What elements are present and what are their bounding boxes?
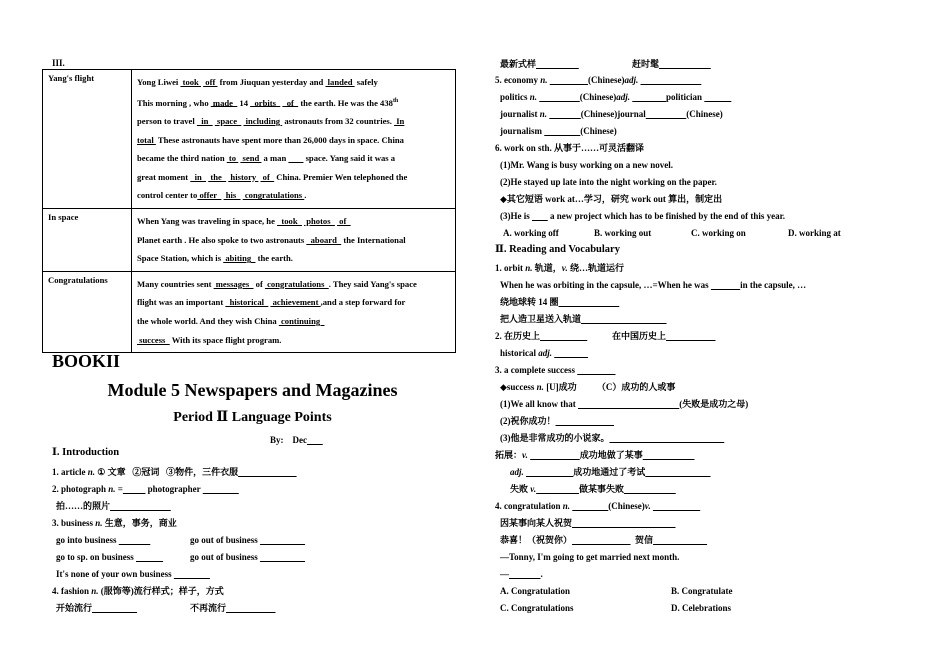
text-line: 最新式样 xyxy=(500,59,537,69)
text-line: 恭喜！（祝贺你） 贺信 xyxy=(500,535,654,545)
text-line: (2)祝你成功！ xyxy=(500,416,556,426)
yang-flight-table xyxy=(42,69,456,353)
row-line: control center to offer his congratulations . xyxy=(137,190,307,201)
text-line: 不再流行 xyxy=(190,603,227,613)
row-line: became the third nation to send a man space. Yang said it was a xyxy=(137,153,396,164)
text-line: B. Congratulate xyxy=(671,586,733,596)
text-line: Ⅱ. Reading and Vocabulary xyxy=(495,244,620,255)
text-line: 6. work on sth. 从事于……可灵活翻译 xyxy=(495,143,645,153)
text-line: go out of business xyxy=(190,535,261,545)
text-line: 拍……的照片 xyxy=(56,501,111,511)
row-line: This morning , who made 14 orbits of the earth. He was the 438th xyxy=(137,97,399,108)
module-title: Module 5 Newspapers and Magazines xyxy=(107,380,398,400)
text-line: politics n. (Chinese)adj. politician xyxy=(500,92,705,102)
text-line: 2. 在历史上 xyxy=(495,331,541,341)
row-heading: In space xyxy=(43,209,132,272)
table-row xyxy=(43,209,456,272)
period-title: Period Ⅱ Language Points xyxy=(173,410,332,425)
text-line: It's none of your own business xyxy=(56,569,174,579)
text-line: B. working out xyxy=(594,228,652,238)
row-line: great moment in the history of China. Premier Wen telephoned the xyxy=(137,171,408,182)
row-line: When Yang was traveling in space, he took photos of xyxy=(137,216,351,227)
book-title: BOOKII xyxy=(52,351,121,371)
row-line: person to travel in space including astronauts from 32 countries. In xyxy=(137,116,405,127)
row-heading: Congratulations xyxy=(43,271,132,352)
text-line: (1)We all know that (失败是成功之母) xyxy=(500,399,749,409)
row-line: the whole world. And they wish China continuing xyxy=(137,315,325,326)
row-line: Yong Liwei took off from Jiuquan yesterday and landed safely xyxy=(137,77,378,87)
text-line: A. working off xyxy=(503,228,559,238)
row-text xyxy=(132,271,456,352)
text-line: 4. fashion n. (服饰等)流行样式；样子，方式 xyxy=(52,586,224,596)
text-line: 绕地球转 14 圈 xyxy=(500,297,559,307)
section-label: III. xyxy=(52,58,65,68)
text-line: Ⅰ. Introduction xyxy=(52,447,120,458)
row-line: Planet earth . He also spoke to two astronauts aboard the International xyxy=(137,234,406,245)
text-line: 4. congratulation n. (Chinese)v. xyxy=(495,501,651,511)
text-line: ◆success n. [U]成功 （C）成功的人或事 xyxy=(500,382,676,392)
row-line: flight was an important historical achievement ,and a step forward for xyxy=(137,297,406,308)
text-line: 因某事向某人祝贺 xyxy=(500,518,573,528)
text-line: A. Congratulation xyxy=(500,586,571,596)
text-line: 把人造卫星送入轨道 xyxy=(500,314,582,324)
row-heading: Yang's flight xyxy=(43,70,132,209)
text-line: 开始流行 xyxy=(56,603,93,613)
text-line: — . xyxy=(500,569,543,579)
text-line: 在中国历史上 xyxy=(612,331,667,341)
text-line: go out of business xyxy=(190,552,261,562)
text-line: 赶时髦 xyxy=(632,59,660,69)
text-line: (3)他是非常成功的小说家。 xyxy=(500,433,610,443)
text-line: 2. photograph n. = photographer xyxy=(52,484,203,494)
text-line: go to sp. on business xyxy=(56,552,137,562)
text-line: When he was orbiting in the capsule, …=When he was in the capsule, … xyxy=(500,280,807,290)
text-line: go into business xyxy=(56,535,119,545)
text-line: journalism (Chinese) xyxy=(500,126,617,136)
table-row xyxy=(43,271,456,352)
text-line: ◆其它短语 work at…学习，研究 work out 算出，制定出 xyxy=(500,194,723,204)
text-line: —Tonny, I'm going to get married next month. xyxy=(500,552,680,562)
text-line: 3. business n. 生意，事务，商业 xyxy=(52,518,177,528)
row-line: Many countries sent messages of congratulations . They said Yang's space xyxy=(137,278,417,289)
row-line: Space Station, which is abiting the earth. xyxy=(137,253,293,264)
text-line: (1)Mr. Wang is busy working on a new novel. xyxy=(500,160,674,170)
text-line: C. Congratulations xyxy=(500,603,574,613)
text-line: 5. economy n. (Chinese)adj. xyxy=(495,75,639,85)
text-line: adj. 成功地通过了考试 xyxy=(510,467,646,477)
text-line: (2)He stayed up late into the night working on the paper. xyxy=(500,177,717,187)
table-row xyxy=(43,70,456,209)
text-line: 失败 v. 做某事失败 xyxy=(510,484,624,494)
text-line: (3)He is a new project which has to be finished by the end of this year. xyxy=(500,211,786,221)
text-line: historical adj. xyxy=(500,348,553,358)
row-text xyxy=(132,209,456,272)
row-line: total These astronauts have spent more than 26,000 days in space. China xyxy=(137,134,404,145)
text-line: journalist n. (Chinese)journal (Chinese) xyxy=(500,109,723,119)
row-line: success With its space flight program. xyxy=(137,334,282,345)
text-line: D. working at xyxy=(788,228,841,238)
text-line: C. working on xyxy=(691,228,746,238)
text-line: 3. a complete success xyxy=(495,365,578,375)
text-line: 1. article n. ① 文章 ②冠词 ③物件，三件衣服 xyxy=(52,467,239,477)
row-text xyxy=(132,70,456,209)
text-line: 拓展：v. 成功地做了某事 xyxy=(495,450,643,460)
text-line: D. Celebrations xyxy=(671,603,731,613)
by-line: By: Dec xyxy=(270,435,307,445)
text-line: 1. orbit n. 轨道，v. 绕…轨道运行 xyxy=(495,263,624,273)
